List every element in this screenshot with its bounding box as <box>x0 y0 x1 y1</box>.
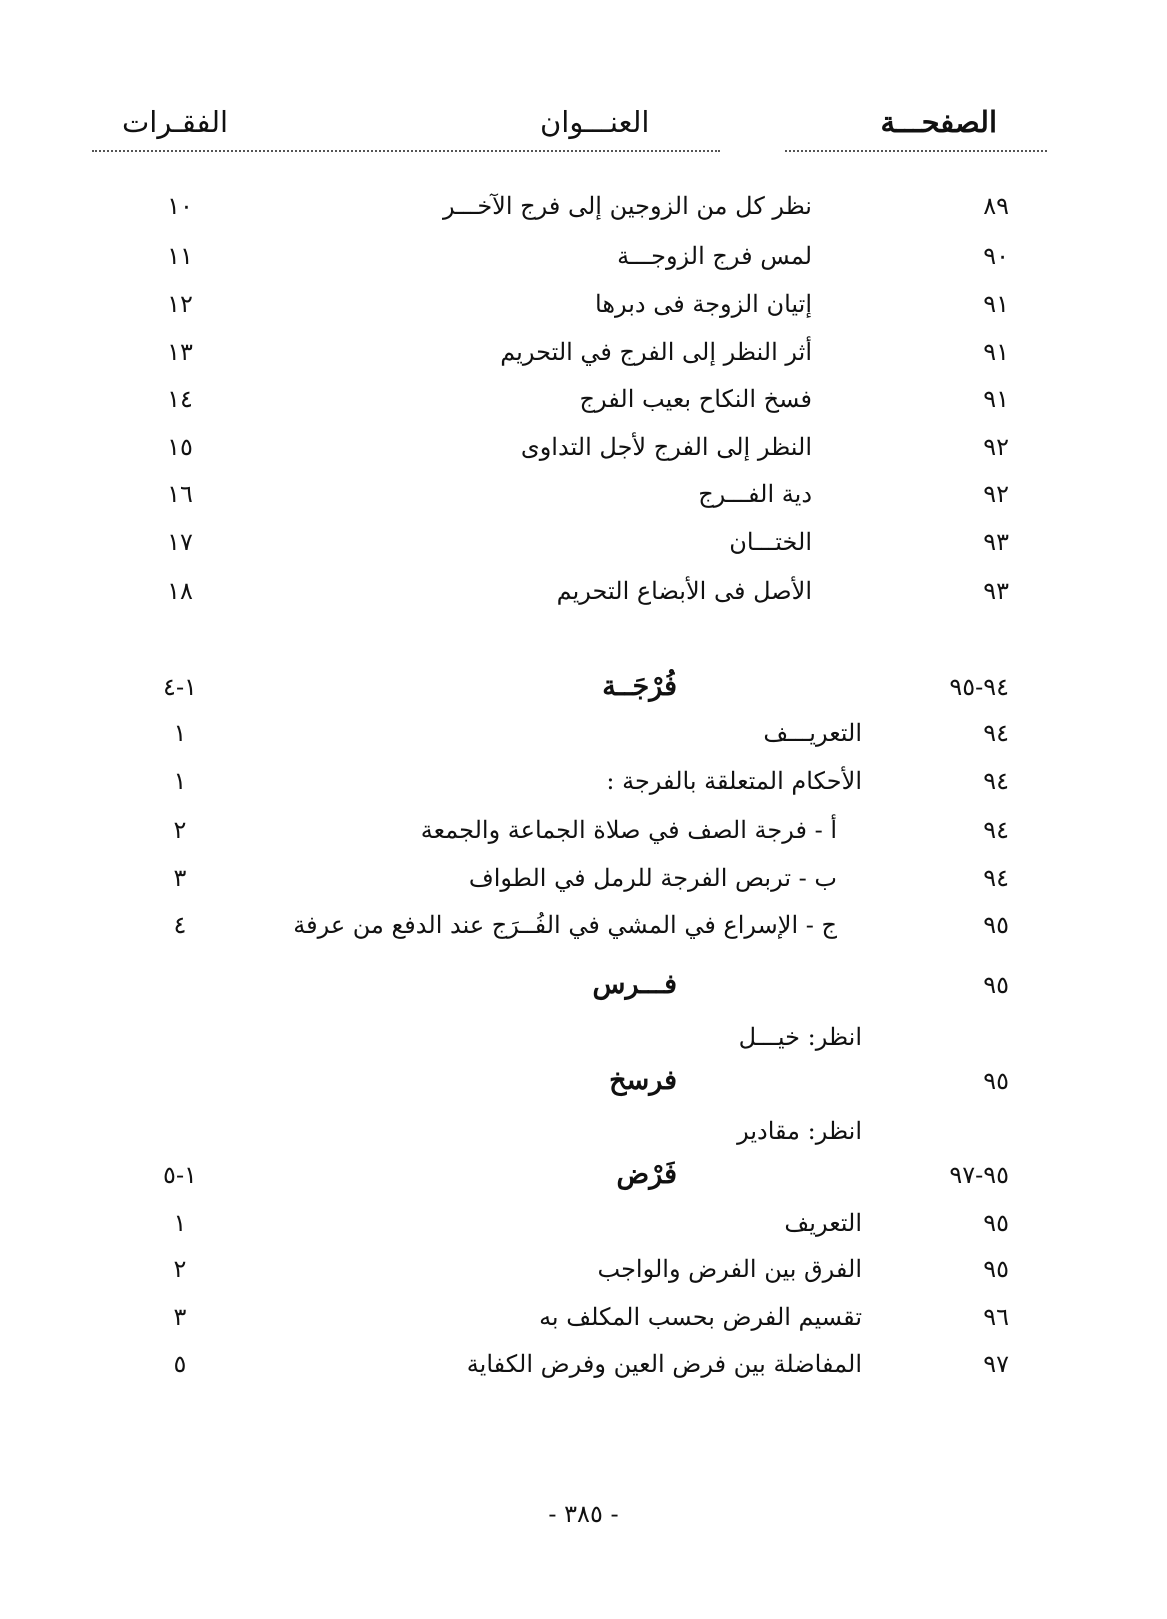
paragraph-range: ١-٥ <box>163 1161 197 1189</box>
page-number: ٩٥ <box>983 1209 1009 1237</box>
page-number: ٩٥ <box>983 1067 1009 1095</box>
header-dotted-rule-right <box>785 150 1047 152</box>
paragraph-range: ٣ <box>173 1303 187 1331</box>
page-number: ٩٤ <box>983 864 1009 892</box>
index-row <box>0 374 1167 424</box>
entry-title: المفاضلة بين فرض العين وفرض الكفاية <box>466 1350 862 1378</box>
entry-title: دية الفـــرج <box>698 480 812 508</box>
paragraph-range: ١٠ <box>167 192 193 220</box>
entry-title: أثر النظر إلى الفرج في التحريم <box>500 338 812 366</box>
cross-reference: انظر: مقادير <box>737 1117 862 1145</box>
page-number: ٩٣ <box>983 528 1009 556</box>
entry-title: تقسيم الفرض بحسب المكلف به <box>539 1303 862 1331</box>
paragraph-range: ١ <box>173 767 187 795</box>
index-row <box>0 853 1167 903</box>
page-number: ٩٥ <box>983 1255 1009 1283</box>
index-heading-row <box>0 662 1167 712</box>
index-heading-row <box>0 1150 1167 1200</box>
page-number: ٩١ <box>983 290 1009 318</box>
page-number <box>939 1012 1009 1062</box>
index-row <box>0 1339 1167 1389</box>
page-number: ٩٤ <box>983 767 1009 795</box>
cross-reference-row <box>0 1012 1167 1062</box>
entry-title: لمس فرج الزوجـــة <box>617 242 812 270</box>
paragraph-range <box>140 960 220 1010</box>
index-row <box>0 279 1167 329</box>
paragraph-range <box>140 1012 220 1062</box>
page-number: ٩١ <box>983 385 1009 413</box>
entry-title: الختـــان <box>729 528 812 556</box>
page-column-header: الصفحـــة <box>880 105 997 139</box>
page-range: ٩٤-٩٥ <box>949 673 1009 701</box>
paragraph-range: ٥ <box>173 1350 187 1378</box>
index-row <box>0 1198 1167 1248</box>
entry-title: أ - فرجة الصف في صلاة الجماعة والجمعة <box>420 816 837 844</box>
index-row <box>0 756 1167 806</box>
entry-title: الفرق بين الفرض والواجب <box>597 1255 862 1283</box>
paragraph-range: ٢ <box>173 816 187 844</box>
entry-heading: فـــرس <box>592 969 677 1000</box>
entry-heading: فُرْجَــة <box>602 671 677 702</box>
paragraph-range: ١ <box>173 1209 187 1237</box>
paragraphs-column-header: الفقـرات <box>122 105 229 139</box>
page-number: ٩٢ <box>983 433 1009 461</box>
index-row <box>0 422 1167 472</box>
paragraph-range: ١٥ <box>167 433 193 461</box>
entry-title: النظر إلى الفرج لأجل التداوى <box>520 433 812 461</box>
paragraph-range: ١٣ <box>167 338 193 366</box>
page-number: ٩٢ <box>983 480 1009 508</box>
entry-title: التعريـــف <box>763 719 862 747</box>
paragraph-range: ١٧ <box>167 528 193 556</box>
entry-title: ج - الإسراع في المشي في الفُــرَج عند الدفع من عرفة <box>293 911 837 939</box>
entry-title: الأحكام المتعلقة بالفرجة : <box>606 767 862 795</box>
paragraph-range: ١ <box>173 719 187 747</box>
entry-title: إتيان الزوجة فى دبرها <box>595 290 812 318</box>
title-column-header: العنـــوان <box>540 105 650 139</box>
entry-title: نظر كل من الزوجين إلى فرج الآخـــر <box>443 192 812 220</box>
paragraph-range: ١٢ <box>167 290 193 318</box>
entry-title: التعريف <box>784 1209 862 1237</box>
page-number: ٩٥ <box>983 911 1009 939</box>
page-number: ٩٦ <box>983 1303 1009 1331</box>
page-range: ٩٥-٩٧ <box>949 1161 1009 1189</box>
index-row <box>0 517 1167 567</box>
page-number: ٩١ <box>983 338 1009 366</box>
paragraph-range: ١١ <box>167 242 193 270</box>
header-dotted-rule-left <box>92 150 720 152</box>
paragraph-range: ١-٤ <box>163 673 197 701</box>
index-row <box>0 900 1167 950</box>
page-number: ٩٤ <box>983 719 1009 747</box>
paragraph-range: ٢ <box>173 1255 187 1283</box>
page-number: ٩٥ <box>983 971 1009 999</box>
page-number <box>939 1106 1009 1156</box>
entry-heading: فَرْض <box>616 1159 677 1190</box>
paragraph-range: ٤ <box>173 911 187 939</box>
index-row <box>0 566 1167 616</box>
page-number: ٩٠ <box>983 242 1009 270</box>
page-number: ٨٩ <box>983 192 1009 220</box>
paragraph-range: ١٦ <box>167 480 193 508</box>
index-row <box>0 1244 1167 1294</box>
paragraph-range: ٣ <box>173 864 187 892</box>
index-row <box>0 708 1167 758</box>
page-number: ٩٤ <box>983 816 1009 844</box>
page-number: ٩٣ <box>983 577 1009 605</box>
entry-title: ب - تربص الفرجة للرمل في الطواف <box>468 864 837 892</box>
index-heading-row <box>0 960 1167 1010</box>
index-heading-row <box>0 1056 1167 1106</box>
cross-reference: انظر: خيـــل <box>738 1023 862 1051</box>
index-row <box>0 469 1167 519</box>
paragraph-range <box>140 1056 220 1106</box>
page-number: ٩٧ <box>983 1350 1009 1378</box>
paragraph-range <box>140 1106 220 1156</box>
entry-title: فسخ النكاح بعيب الفرج <box>579 385 812 413</box>
index-row <box>0 181 1167 231</box>
paragraph-range: ١٨ <box>167 577 193 605</box>
entry-title: الأصل فى الأبضاع التحريم <box>556 577 812 605</box>
index-row <box>0 327 1167 377</box>
index-row <box>0 1292 1167 1342</box>
paragraph-range: ١٤ <box>167 385 193 413</box>
entry-heading: فرسخ <box>609 1065 677 1096</box>
index-row <box>0 231 1167 281</box>
index-row <box>0 805 1167 855</box>
cross-reference-row <box>0 1106 1167 1156</box>
footer-page-number: - ٣٨٥ - <box>548 1500 619 1528</box>
